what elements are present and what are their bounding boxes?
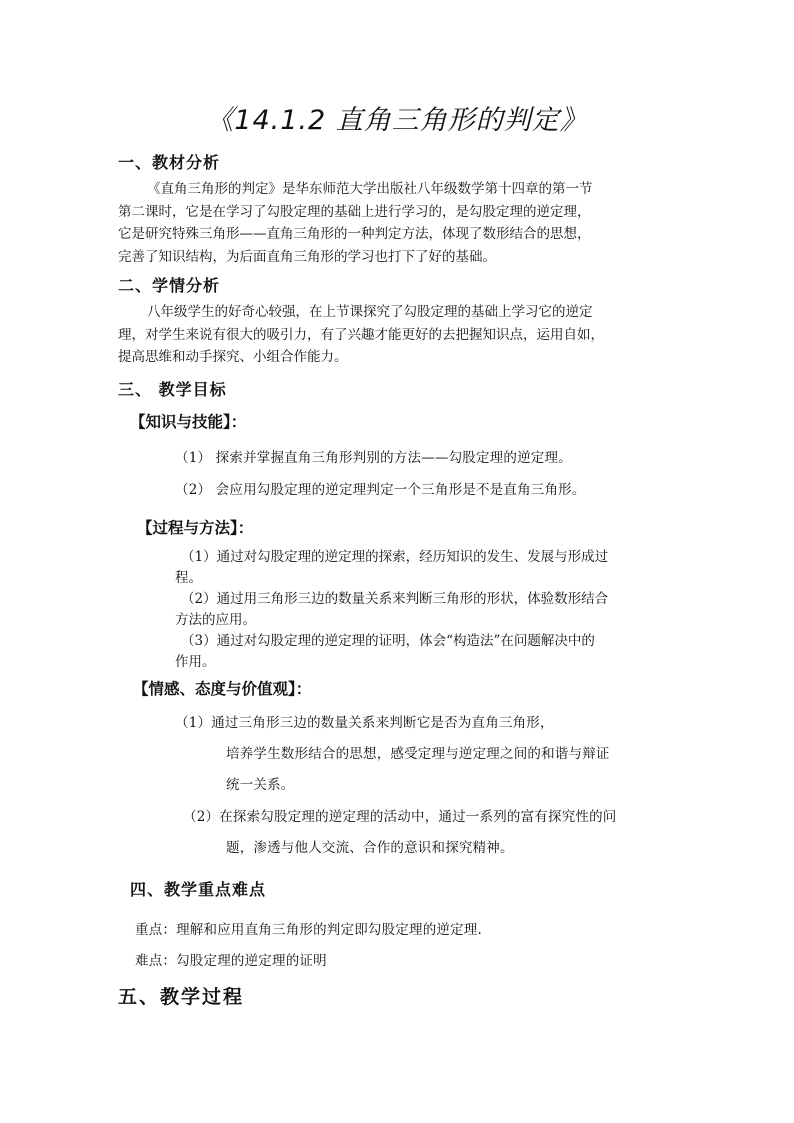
- paragraph-line: 它是研究特殊三角形——直角三角形的一种判定方法，体现了数形结合的思想，: [118, 226, 591, 242]
- paragraph-line: 八年级学生的好奇心较强，在上节课探究了勾股定理的基础上学习它的逆定: [147, 304, 593, 320]
- paragraph-student-analysis: [118, 301, 604, 369]
- paragraph-line: 理，对学生来说有很大的吸引力，有了兴趣才能更好的去把握知识点，运用自如，: [118, 326, 604, 343]
- objective-item-continuation: 统一关系。: [226, 777, 295, 793]
- objective-item-line: （3）通过对勾股定理的逆定理的证明，体会“构造法”在问题解决中的: [181, 633, 595, 649]
- key-point-text: 重点：理解和应用直角三角形的判定即勾股定理的逆定理.: [135, 922, 482, 938]
- objective-item-continuation: 培养学生数形结合的思想，感受定理与逆定理之间的和谐与辩证: [226, 746, 610, 762]
- objective-item: （2） 会应用勾股定理的逆定理判定一个三角形是不是直角三角形。: [175, 482, 586, 498]
- objective-item-line: 方法的应用。: [175, 612, 256, 628]
- subheading-knowledge-skills: 【知识与技能】：: [130, 413, 247, 431]
- paragraph-line: 《直角三角形的判定》是华东师范大学出版社八年级数学第十四章的第一节: [147, 181, 593, 197]
- objective-item: （1） 探索并掌握直角三角形判别的方法——勾股定理的逆定理。: [175, 450, 572, 466]
- objective-item-line: （2）通过用三角形三边的数量关系来判断三角形的形状，体验数形结合: [181, 591, 609, 607]
- subheading-emotion-attitude-values: 【情感、态度与价值观】：: [133, 680, 312, 698]
- objective-item: （2）在探索勾股定理的逆定理的活动中，通过一系列的富有探究性的问: [183, 809, 617, 825]
- objective-item: （1）通过三角形三边的数量关系来判断它是否为直角三角形，: [175, 715, 554, 731]
- objective-item-line: （1）通过对勾股定理的逆定理的探索，经历知识的发生、发展与形成过: [181, 549, 609, 565]
- section-heading-teaching-process: 五、教学过程: [118, 986, 245, 1008]
- section-heading-teaching-objectives: 三、 教学目标: [118, 380, 227, 399]
- difficult-point-text: 难点：勾股定理的逆定理的证明: [135, 953, 327, 969]
- subheading-process-methods: 【过程与方法】：: [137, 519, 254, 537]
- document-title: 《14.1.2 直角三角形的判定》: [206, 105, 588, 136]
- objective-item-continuation: 题，渗透与他人交流、合作的意识和探究精神。: [226, 840, 514, 856]
- objective-item-line: 作用。: [175, 654, 216, 670]
- paragraph-line: 提高思维和动手探究、小组合作能力。: [118, 349, 348, 365]
- paragraph-line: 第二课时，它是在学习了勾股定理的基础上进行学习的，是勾股定理的逆定理，: [118, 203, 591, 220]
- objective-item-line: 程。: [175, 570, 202, 586]
- section-heading-textbook-analysis: 一、教材分析: [118, 153, 221, 172]
- process-items: [175, 547, 608, 673]
- section-heading-key-difficult-points: 四、教学重点难点: [130, 880, 267, 899]
- section-heading-student-analysis: 二、学情分析: [118, 276, 221, 295]
- paragraph-line: 完善了知识结构，为后面直角三角形的学习也打下了好的基础。: [118, 248, 496, 265]
- paragraph-textbook-analysis: [118, 178, 593, 268]
